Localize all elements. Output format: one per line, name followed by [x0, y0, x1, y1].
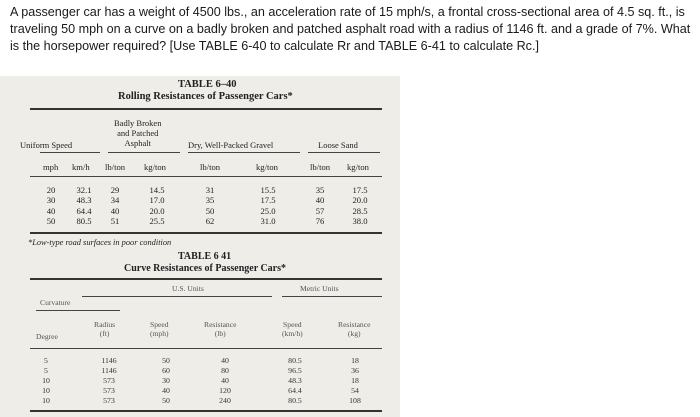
table-641-cell-r0-c1: 1146 — [101, 356, 117, 365]
table-641-cell-r3-c2: 40 — [162, 386, 170, 395]
table-641-cell-r1-c2: 60 — [162, 366, 170, 375]
table-641-cell-r4-c1: 573 — [103, 396, 115, 405]
table-641-cell-r2-c1: 573 — [103, 376, 115, 385]
rule-metric — [282, 296, 382, 297]
header-resistance-kg: Resistance (kg) — [338, 320, 371, 338]
col-dry-lb — [203, 185, 217, 227]
table-641-cell-r1-c3: 80 — [221, 366, 229, 375]
col-resistance — [214, 356, 236, 406]
table-640-header-rule — [30, 176, 382, 177]
table-640-cell-r2-c3: 20.0 — [149, 205, 165, 216]
table-641-cell-r0-c3: 40 — [221, 356, 229, 365]
table-640-cell-r1-c5: 17.5 — [260, 195, 276, 206]
table-640-cell-r0-c0: 20 — [46, 185, 56, 195]
table-640-label: TABLE 6–40 — [178, 79, 237, 90]
table-640-title: Rolling Resistances of Passenger Cars* — [118, 91, 293, 102]
col-radius — [96, 356, 122, 406]
table-640-cell-r1-c6: 40 — [315, 195, 325, 206]
table-640-cell-r2-c0: 40 — [46, 205, 56, 216]
textbook-tables-image — [0, 76, 400, 417]
table-640-cell-r0-c3: 14.5 — [149, 185, 165, 195]
table-641-cell-r2-c4: 48.3 — [288, 376, 302, 385]
table-640-cell-r3-c4: 62 — [205, 216, 215, 227]
col-resistance-kg — [344, 356, 366, 406]
table-640-cell-r3-c1: 80.5 — [76, 216, 92, 227]
col-degree — [36, 356, 56, 406]
table-640-cell-r0-c7: 17.5 — [352, 185, 368, 195]
table-640-cell-r0-c2: 29 — [110, 185, 120, 195]
table-641-cell-r2-c3: 40 — [221, 376, 229, 385]
rule-uniform — [40, 152, 100, 153]
table-641-bottom-rule — [30, 410, 382, 412]
table-641-cell-r3-c0: 10 — [42, 386, 50, 395]
table-640-cell-r0-c4: 31 — [205, 185, 215, 195]
header-radius: Radius (ft) — [94, 320, 116, 338]
table-640-cell-r3-c3: 25.5 — [149, 216, 165, 227]
table-640-cell-r0-c5: 15.5 — [260, 185, 276, 195]
table-641-cell-r4-c4: 80.5 — [288, 396, 302, 405]
header-uniform-speed: Uniform Speed — [20, 140, 73, 150]
col-sand-kg — [350, 185, 370, 227]
table-641-cell-r2-c2: 30 — [162, 376, 170, 385]
table-640-cell-r1-c1: 48.3 — [76, 195, 92, 206]
table-641-cell-r0-c0: 5 — [44, 356, 48, 365]
table-640-cell-r1-c3: 17.0 — [149, 195, 165, 206]
rule-badly — [108, 152, 180, 153]
table-641-cell-r4-c2: 50 — [162, 396, 170, 405]
table-640-cell-r0-c6: 35 — [315, 185, 325, 195]
unit-kgton-2: kg/ton — [256, 162, 278, 172]
header-metric-units: Metric Units — [300, 284, 339, 293]
rule-dry — [188, 152, 300, 153]
col-sand-lb — [313, 185, 327, 227]
table-641-cell-r4-c5: 108 — [349, 396, 361, 405]
header-degree: Degree — [36, 332, 58, 341]
table-641-title: Curve Resistances of Passenger Cars* — [124, 263, 287, 274]
question-text: A passenger car has a weight of 4500 lbs., an acceleration rate of 15 mph/s, a frontal cross-sectional area of 4.5 sq. ft., is traveling 50 mph on a curve on a badly broken and patched asphalt road with a radius of 1146 ft. and a grade of 7%. What is the horsepower required? [Use TABLE 6-40 to calculate Rr and TABLE 6-41 to calculate Rc.] — [10, 5, 691, 53]
table-641-cell-r0-c2: 50 — [162, 356, 170, 365]
col-speed-kmh — [282, 356, 308, 406]
header-resistance-lb: Resistance (lb) — [204, 320, 237, 338]
header-badly-broken: Badly Broken and Patched Asphalt — [114, 118, 162, 148]
col-dry-kg — [258, 185, 278, 227]
header-curvature: Curvature — [40, 298, 71, 307]
table-640-cell-r3-c5: 31.0 — [260, 216, 276, 227]
table-640-cell-r1-c7: 20.0 — [352, 195, 368, 206]
table-641-cell-r4-c3: 240 — [219, 396, 231, 405]
table-640-cell-r3-c6: 76 — [315, 216, 325, 227]
table-641-top-rule — [30, 278, 382, 280]
table-641-cell-r1-c0: 5 — [44, 366, 48, 375]
table-641-cell-r3-c1: 573 — [103, 386, 115, 395]
table-641-cell-r1-c1: 1146 — [101, 366, 117, 375]
col-badly-lb — [108, 185, 122, 227]
table-640-cell-r1-c0: 30 — [46, 195, 56, 206]
header-speed-kmh: Speed (km/h) — [282, 320, 303, 338]
table-640-cell-r0-c1: 32.1 — [76, 185, 92, 195]
unit-kgton-1: kg/ton — [144, 162, 166, 172]
table-641-cell-r1-c4: 96.5 — [288, 366, 302, 375]
table-640-cell-r2-c6: 57 — [315, 205, 325, 216]
table-641-header-rule — [30, 348, 382, 349]
table-640-cell-r3-c7: 38.0 — [352, 216, 368, 227]
unit-mph: mph — [43, 162, 59, 172]
col-kmh — [74, 185, 94, 227]
table-641-cell-r3-c3: 120 — [219, 386, 231, 395]
header-speed-mph: Speed (mph) — [150, 320, 169, 338]
table-640-cell-r2-c4: 50 — [205, 205, 215, 216]
table-640-cell-r3-c2: 51 — [110, 216, 120, 227]
unit-kgton-3: kg/ton — [347, 162, 369, 172]
unit-lbton-2: lb/ton — [200, 162, 221, 172]
table-641-cell-r1-c5: 36 — [351, 366, 359, 375]
table-640-cell-r3-c0: 50 — [46, 216, 56, 227]
table-641-cell-r3-c5: 54 — [351, 386, 359, 395]
unit-lbton-1: lb/ton — [105, 162, 126, 172]
col-mph — [44, 185, 58, 227]
unit-kmh: km/h — [72, 162, 90, 172]
header-us-units: U.S. Units — [172, 284, 204, 293]
table-640-cell-r1-c2: 34 — [110, 195, 120, 206]
table-641-cell-r3-c4: 64.4 — [288, 386, 302, 395]
table-640-cell-r1-c4: 35 — [205, 195, 215, 206]
header-loose-sand: Loose Sand — [318, 140, 358, 150]
table-641-label: TABLE 6 41 — [178, 251, 232, 262]
col-badly-kg — [147, 185, 167, 227]
table-640-cell-r2-c5: 25.0 — [260, 205, 276, 216]
table-640-cell-r2-c1: 64.4 — [76, 205, 92, 216]
table-640-cell-r2-c2: 40 — [110, 205, 120, 216]
header-dry-gravel: Dry, Well-Packed Gravel — [188, 140, 274, 150]
table-640-cell-r2-c7: 28.5 — [352, 205, 368, 216]
table-640-bottom-rule — [30, 232, 382, 234]
table-641-cell-r2-c5: 18 — [351, 376, 359, 385]
table-641-cell-r0-c4: 80.5 — [288, 356, 302, 365]
table-640-footnote: *Low-type road surfaces in poor condition — [28, 238, 172, 247]
table-641-cell-r4-c0: 10 — [42, 396, 50, 405]
rule-us — [82, 296, 272, 297]
table-641-cell-r0-c5: 18 — [351, 356, 359, 365]
table-641-cell-r2-c0: 10 — [42, 376, 50, 385]
table-640-top-rule — [30, 108, 382, 110]
rule-sand — [308, 152, 380, 153]
rule-curvature — [36, 310, 120, 311]
col-speed — [156, 356, 176, 406]
unit-lbton-3: lb/ton — [310, 162, 331, 172]
